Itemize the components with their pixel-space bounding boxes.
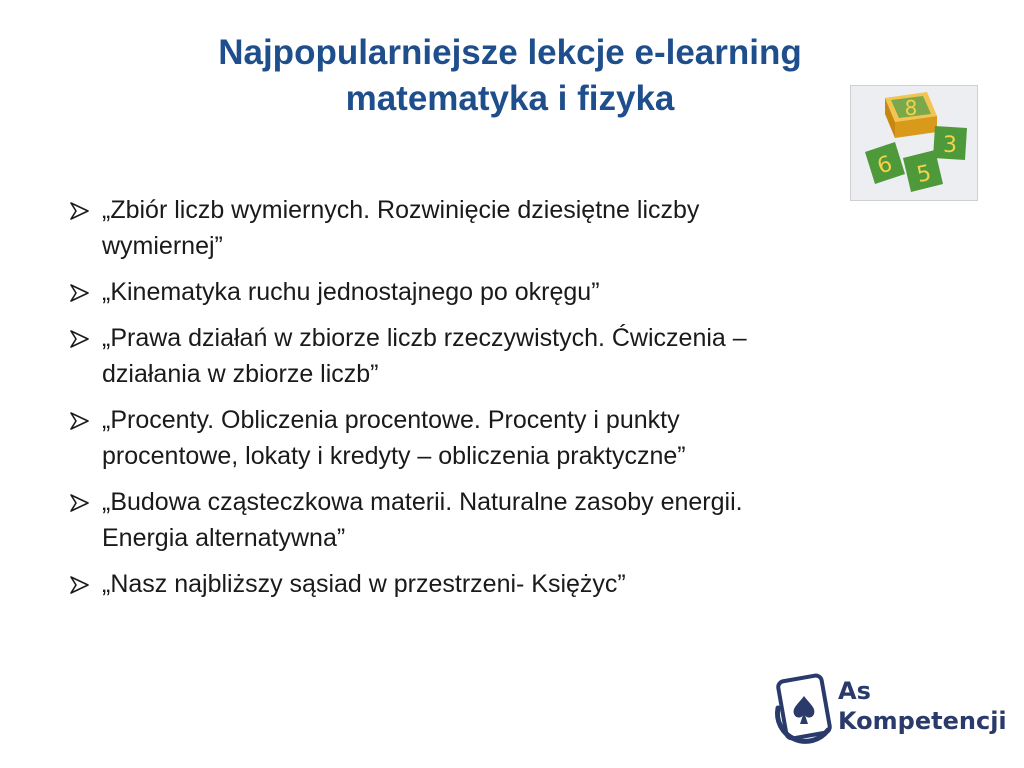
list-item-line-2: procentowe, lokaty i kredyty – obliczenia praktyczne” (102, 442, 686, 470)
card-number-3: 3 (943, 133, 957, 158)
list-item (60, 192, 920, 264)
lesson-list (60, 192, 920, 612)
list-item-line-1: „Zbiór liczb wymiernych. Rozwinięcie dziesiętne liczby (102, 196, 700, 224)
number-cards-photo (850, 85, 978, 201)
card-number-6: 6 (874, 151, 896, 180)
slide-title (120, 30, 900, 122)
card-number-5: 5 (914, 160, 934, 189)
logo-line-2: Kompetencji (838, 707, 1007, 735)
list-item-line-1: „Procenty. Obliczenia procentowe. Procenty i punkty (102, 406, 680, 434)
logo-line-1: As (838, 677, 871, 705)
list-item (60, 402, 920, 474)
list-item-line-1: „Kinematyka ruchu jednostajnego po okręgu” (102, 278, 600, 306)
list-item-line-1: „Nasz najbliższy sąsiad w przestrzeni- Księżyc” (102, 570, 626, 598)
list-item-line-1: „Budowa cząsteczkowa materii. Naturalne zasoby energii. (102, 488, 743, 516)
arrow-bullet-icon (68, 576, 90, 594)
arrow-bullet-icon (68, 330, 90, 348)
list-item (60, 484, 920, 556)
list-item-line-2: wymiernej” (102, 232, 223, 260)
title-line-2: matematyka i fizyka (345, 79, 675, 118)
list-item (60, 566, 920, 602)
arrow-bullet-icon (68, 202, 90, 220)
list-item-line-1: „Prawa działań w zbiorze liczb rzeczywistych. Ćwiczenia – (102, 324, 747, 352)
list-item-line-2: Energia alternatywna” (102, 524, 346, 552)
arrow-bullet-icon (68, 284, 90, 302)
title-line-1: Najpopularniejsze lekcje e-learning (218, 33, 802, 72)
logo-text (838, 676, 1007, 736)
arrow-bullet-icon (68, 494, 90, 512)
list-item (60, 274, 920, 310)
list-item-line-2: działania w zbiorze liczb” (102, 360, 379, 388)
list-item (60, 320, 920, 392)
card-number-8: 8 (904, 96, 918, 120)
arrow-bullet-icon (68, 412, 90, 430)
